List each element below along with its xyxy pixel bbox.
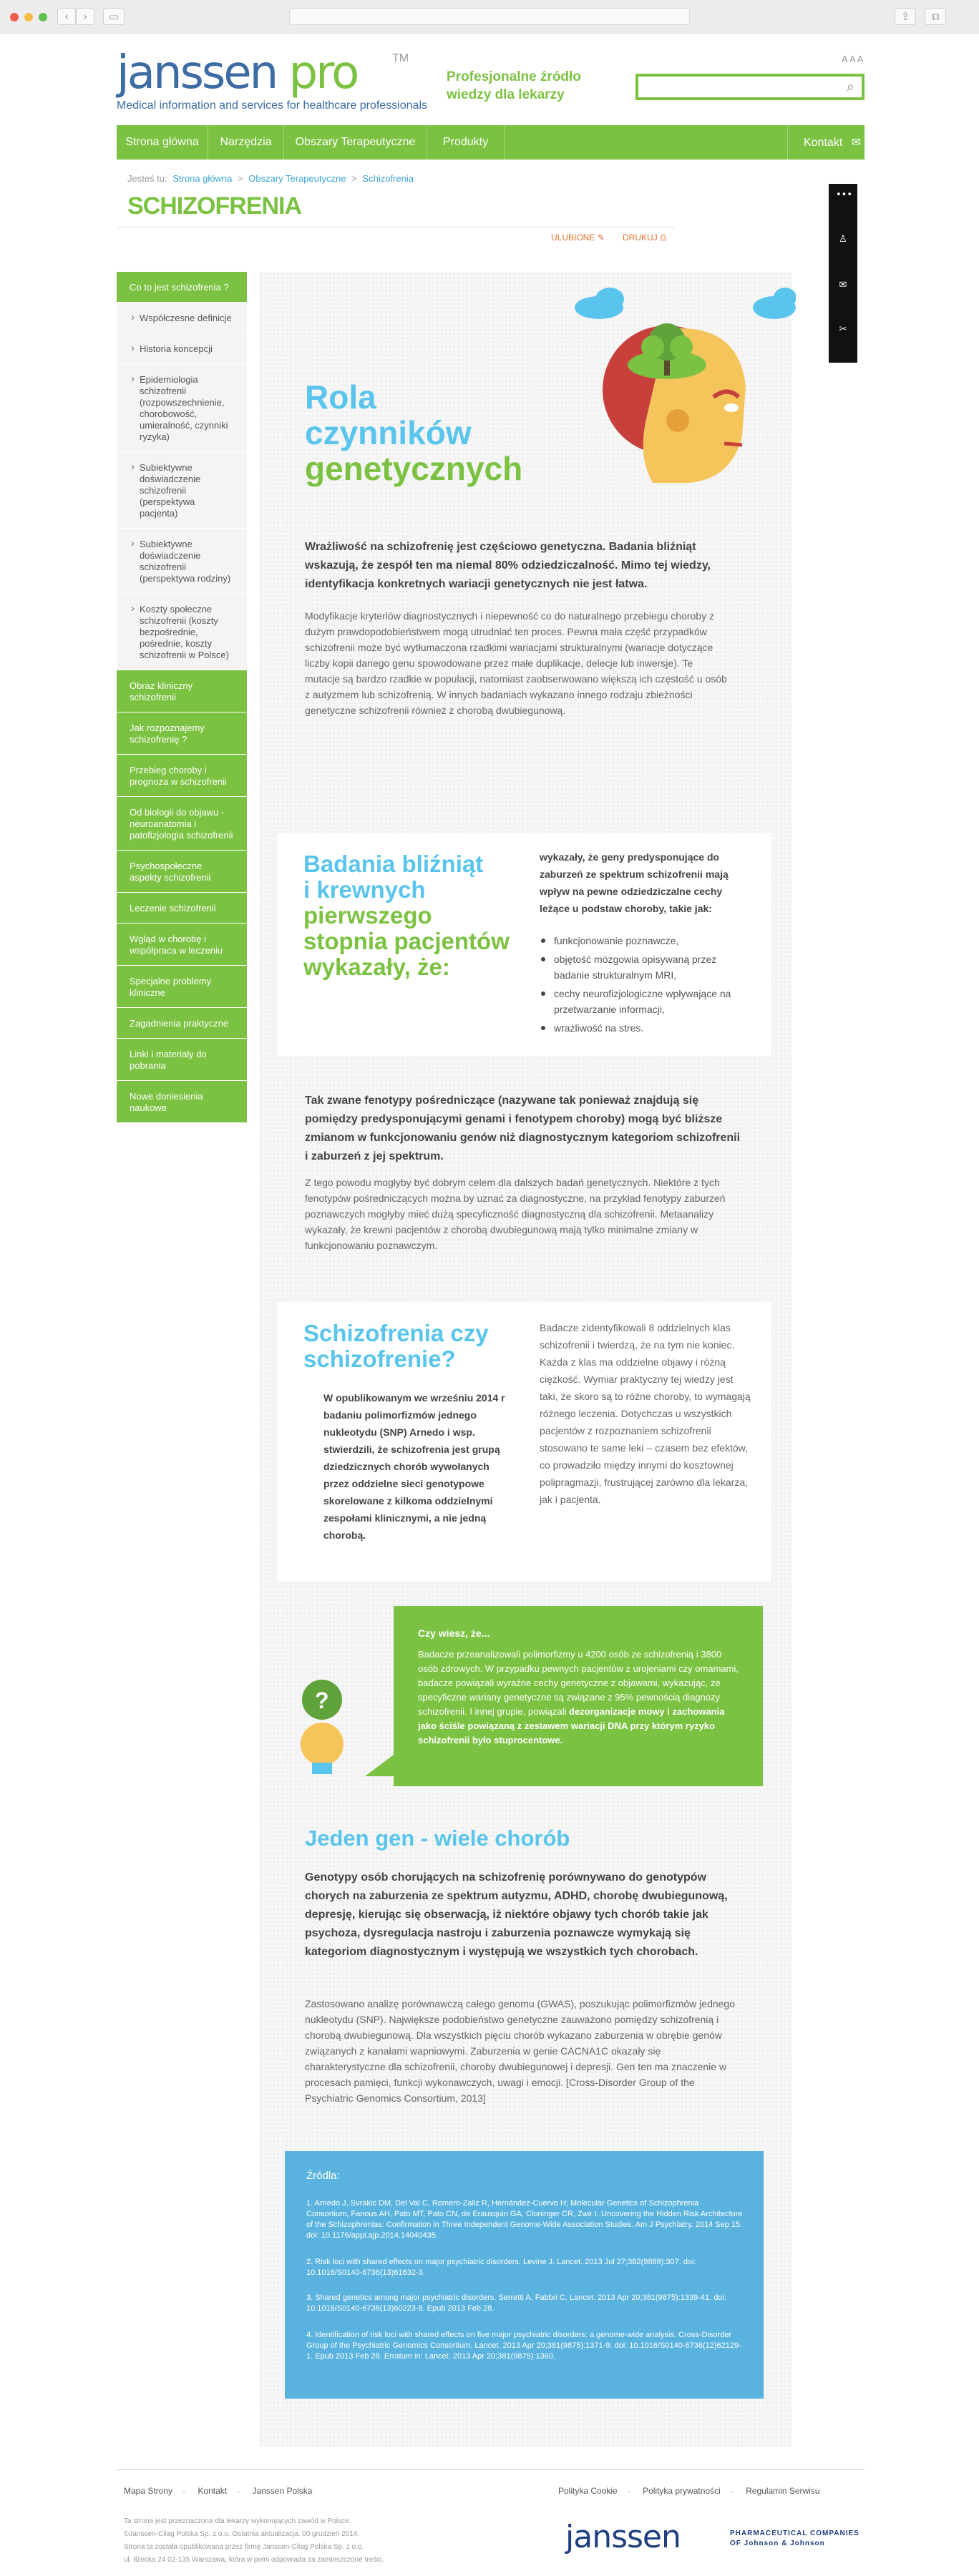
search-input[interactable] [643,79,829,95]
nav-home[interactable]: Strona główna [117,125,208,160]
nav-products[interactable]: Produkty [427,125,505,160]
section5-lead: Genotypy osób chorujących na schizofrenię porównywano do genotypów chorych na zaburzenia ze spektrum autyzmu, ADHD, chorobę dwubiegunową, depresję, kierując się obserwacją, iż niektóre objawy tych chorób takie jak psychoza, dysregulacja nastroju i zaburzenia poznawcze wymykają się kategoriom diagnostycznym i występują we wszystkich tych chorobach. [305,1871,728,1958]
footer-notice: Strona ta została opublikowana przez firmę Janssen-Cilag Polska Sp. z o.o. [124,2543,364,2551]
breadcrumb-current[interactable]: Schizofrenia [362,173,414,184]
menu-dots-icon[interactable]: ••• [836,190,853,200]
twin-studies-card: Badania bliźniąt i krewnych pierwszego stopnia pacjentów wykazały, że: wykazały, że geny predysponujące do zaburzeń ze spektrum schizofrenii mają wpływ na pewne odziedziczalne cechy leżące u podstaw choroby, takie jak: funkcjonowanie poznawcze, objętość mózgowia opisywaną przez badanie strukturalnym MRI, cechy neurofizjologiczne wpływające na przetwarzanie informacji, wrażliwość na stres. [278,833,771,1056]
nav-therapeutic-areas[interactable]: Obszary Terapeutyczne [284,125,427,160]
nav-tools[interactable]: Narzędzia [208,125,284,160]
sidebar-item[interactable]: Przebieg choroby i prognoza w schizofrenii [117,755,247,797]
maximize-window-icon[interactable] [39,13,47,21]
notification-icon[interactable]: ✉ [839,280,847,290]
sidebar-item[interactable]: Specjalne problemy kliniczne [117,966,247,1008]
sidebar-item[interactable]: Nowe doniesienia naukowe [117,1081,247,1123]
user-icon[interactable]: ♙ [839,234,847,245]
tools-icon[interactable]: ✂ [839,324,847,335]
section4-lead: W opublikowanym we wrześniu 2014 r badaniu polimorfizmów jednego nukleotydu (SNP) Arnedo i wsp. stwierdzili, że schizofrenia jest grupą dziedzicznych chorób wywołanych przez oddzielne sieci genotypowe skorelowane z kilkoma oddzielnymi zespołami klinicznymi, a nie jedną chorobą. [323,1392,505,1541]
janssen-pro-logo[interactable]: janssen pro TM Medical information and services for healthcare professionals [117,46,427,112]
sidebar-item[interactable]: Co to jest schizofrenia ? [117,272,247,303]
browser-chrome [0,0,979,34]
sidebar-item[interactable]: › Współczesne definicje [117,303,247,333]
section1-title-l1: Rola [305,378,376,416]
sidebar-toggle-icon[interactable]: ▭ [103,8,125,25]
sidebar-item[interactable]: › Koszty społeczne schizofrenii (koszty bezpośrednie, pośrednie, koszty schizofrenii w Polsce) [117,594,247,670]
sidebar-item[interactable]: Od biologii do objawu - neuroanatomia i patofizjologia schizofrenii [117,797,247,851]
footer-janssen-polska[interactable]: Janssen Polska [252,2486,313,2496]
did-you-know-box: Czy wiesz, że... Badacze przeanalizowali polimorfizmy u 4200 osób ze schizofrenią i 3800 osób zdrowych. W przypadku pewnych pacjentów z urojeniami czy omamami, badacze powiązali wyraźne cechy genetyczne z objawami, wykazując, ze specyficzne wariany genetyczne są związane z 95% pewnością diagnozy schizofrenii. I innej grupie, powiązali dezorganizacje mowy i zachowania jako ściśle powiązaną z zestawem wariacji DNA przy którym ryzyko schizofrenii było stuprocentowe. [394,1606,763,1786]
section4-body: Badacze zidentyfikowali 8 oddzielnych klas schizofrenii i twierdzą, że na tym nie koniec. Każda z klas ma oddzielne objawy i różną ciężkość. Wymiar praktyczny tej wiedzy jest taki, że skoro są to różne choroby, to wymagają różnego leczenia. Dotychczas u wszystkich pacjentów z rozpoznaniem schizofrenii stosowano te same leki – czasem bez efektów, co prowadziło między innymi do kosztownej polipragmazji, frustrującej zarówno dla lekarza, jak i pacjenta. [540,1322,751,1505]
section1-lead: Wrażliwość na schizofrenię jest częściowo genetyczna. Badania bliźniąt wskazują, że zespół ten ma niemal 80% odziedziczalność. Mimo tej wiedzy, identyfikacja konkretnych wariacji genetycznych nie jest łatwa. [305,541,711,590]
minimize-window-icon[interactable] [24,13,33,21]
page-title: SCHIZOFRENIA [127,192,301,220]
reference: 1. Arnedo J, Svrakic DM, Del Val C, Romero-Zaliz R, Hernández-Cuervo H; Molecular Genetics of Schizophrenia Consortium, Fanous AH, Pato MT, Pato CN, de Erausquin GA, Cloninger CR, Zwir I. Uncovering the Hidden Risk Architecture of the Schizophrenias: Confirmation in Three Independent Genome-Wide Association Studies. Am J Psychiatry. 2014 Sep 15. doi: 10.1176/appi.ajp.2014.14040435. [306,2199,743,2240]
footer-notice: ©Janssen-Cilag Polska Sp. z o.o. Ostatnia aktualizacja: 00 grudzień 2014. [124,2530,360,2538]
sidebar-item[interactable]: Leczenie schizofrenii [117,893,247,924]
star-icon: ✎ [597,232,605,243]
breadcrumb-home[interactable]: Strona główna [172,173,233,184]
footer-notice: ul. Iłżecka 24 02-135 Warszawa, która w pełni odpowiada za zamieszczone treści. [124,2556,384,2564]
svg-text:?: ? [315,1688,329,1713]
forward-button-icon[interactable]: › [76,8,94,25]
reference: 4. Identification of risk loci with shared effects on five major psychiatric disorders: a genome-wide analysis. Cross-Disorder Group of the Psychiatric Genomics Consortium. Lancet. 2013 Apr 20;381(9875):1371-9. doi: 10.1016/S0140-6736(12)62129-1. Epub 2013 Feb 28. Erratum in: Lancet. 2013 Apr 20;381(9875):1360. [306,2331,741,2361]
schizophrenia-card: Schizofrenia czy schizofrenie? W opublikowanym we wrześniu 2014 r badaniu polimorfizmów jednego nukleotydu (SNP) Arnedo i wsp. stwierdzili, że schizofrenia jest grupą dziedzicznych chorób wywołanych przez oddzielne sieci genotypowe skorelowane z kilkoma oddzielnymi zespołami klinicznymi, a nie jedną chorobą. Badacze zidentyfikowali 8 oddzielnych klas schizofrenii i twierdzą, że na tym nie koniec. Każda z klas ma oddzielne objawy i różną ciężkość. Wymiar praktyczny tej wiedzy jest taki, że skoro są to różne choroby, to wymagają różnego leczenia. Dotychczas u wszystkich pacjentów z rozpoznaniem schizofrenii stosowano te same leki – czasem bez efektów, co prowadziło między innymi do kosztownej polipragmazji, frustrującej zarówno dla lekarza, jak i pacjenta. [278,1302,771,1581]
share-icon[interactable]: ⇪ [895,8,916,25]
section2-lead: wykazały, że geny predysponujące do zaburzeń ze spektrum schizofrenii mają wpływ na pewne odziedziczalne cechy leżące u podstaw choroby, takie jak: [540,851,729,914]
sidebar-item[interactable]: › Historia koncepcji [117,333,247,364]
section3-lead: Tak zwane fenotypy pośredniczące (nazywane tak ponieważ znajdują się pomiędzy predysponującymi genami i fenotypem choroby) mogą być bliższe zmianom w funkcjonowaniu genów niż diagnostycznym kategoriom schizofrenii i zaburzeń z jej spektrum. [305,1094,741,1162]
footer-links-right: Polityka Cookie - Polityka prywatności - Regulamin Serwisu [558,2486,820,2496]
logo-tagline: Medical information and services for healthcare professionals [117,99,427,112]
sidebar-item[interactable]: Linki i materiały do pobrania [117,1039,247,1081]
close-window-icon[interactable] [10,13,19,21]
footer-terms[interactable]: Regulamin Serwisu [746,2486,820,2496]
tabs-icon[interactable]: ⧉ [925,8,946,25]
section2-bullets [540,933,747,1039]
address-bar[interactable] [289,8,690,25]
footer-contact[interactable]: Kontakt [198,2486,228,2496]
sidebar-item[interactable]: Jak rozpoznajemy schizofrenię ? [117,712,247,755]
main-content [259,272,792,2447]
search-icon[interactable]: ⌕ [846,78,854,95]
sources-box: Źródła: 1. Arnedo J, Svrakic DM, Del Val C, Romero-Zaliz R, Hernández-Cuervo H; Molecular Genetics of Schizophrenia Consortium, Fanous AH, Pato MT, Pato CN, de Erausquin GA, Cloninger CR, Zwir I. Uncovering the Hidden Risk Architecture of the Schizophrenias: Confirmation in Three Independent Genome-Wide Association Studies. Am J Psychiatry. 2014 Sep 15. doi: 10.1176/appi.ajp.2014.14040435. 2. Risk loci with shared effects on major psychiatric disorders. Levine J. Lancet. 2013 Jul 27;382(9889):307. doi: 10.1016/S0140-6736(13)61632-3. 3. Shared genetics among major psychiatric disorders. Serretti A, Fabbri C. Lancet. 2013 Apr 20;381(9875):1339-41. doi: 10.1016/S0140-6736(13)60223-8. Epub 2013 Feb 28. 4. Identification of risk loci with shared effects on five major psychiatric disorders: a genome-wide analysis. Cross-Disorder Group of the Psychiatric Genomics Consortium. Lancet. 2013 Apr 20;381(9875):1371-9. doi: 10.1016/S0140-6736(12)62129-1. Epub 2013 Feb 28. Erratum in: Lancet. 2013 Apr 20;381(9875):1360. [285,2151,764,2399]
list-item: cechy neurofizjologiczne wpływające na przetwarzanie informacji, [540,986,747,1017]
lightbulb-illustration [293,1678,358,1786]
footer-privacy-policy[interactable]: Polityka prywatności [643,2486,721,2496]
nav-contact[interactable]: Kontakt ✉ [787,125,864,160]
sidebar-item[interactable]: › Subiektywne doświadczenie schizofrenii (perspektywa pacjenta) [117,452,247,529]
list-item: funkcjonowanie poznawcze, [540,933,747,949]
sidebar-item[interactable]: › Subiektywne doświadczenie schizofrenii (perspektywa rodziny) [117,529,247,594]
back-button-icon[interactable]: ‹ [57,8,76,25]
footer-sitemap[interactable]: Mapa Strony [124,2486,173,2496]
footer-notice: Ta strona jest przeznaczona dla lekarzy wykonujących zawód w Polsce. [124,2517,351,2525]
section1-title-l2: czynników [305,414,472,451]
sidebar-nav [117,272,247,1123]
section1-body: Modyfikacje kryteriów diagnostycznych i niepewność co do naturalnego przebiegu choroby z dużym prawdopodobieństwem mogą utrudniać ten proces. Pewna mała część przypadków schizofrenii może być wytłumaczona rzadkimi wariacjami strukturalnymi (wariacje dotyczące liczby kopii danego genu spowodowane przez małe duplikacje, delecje lub inwersje). Te mutacje są bardzo rzadkie w populacji, natomiast zaobserwowano większą ich częstość u osób z autyzmem lub schizofrenią. W innych badaniach wykazano innego rodzaju zbieżności genetyczne schizofrenii również z chorobą dwubiegunową. [305,610,727,716]
search-box[interactable] [635,74,864,100]
section3-body: Z tego powodu mogłyby być dobrym celem dla dalszych badań genetycznych. Niektóre z tych fenotypów pośredniczących można by uznać za diagnostyczne, na przykład fenotypy zaburzeń poznawczych mogłyby mieć dużą specyficzność diagnostyczną dla schizofrenii. Metaanalizy wykazały, że krewni pacjentów z chorobą dwubiegunową mają tylko minimalne zmiany w funkcjonowaniu poznawczym. [305,1177,726,1251]
slogan: Profesjonalne źródło wiedzy dla lekarzy [447,69,581,102]
reference: 3. Shared genetics among major psychiatric disorders. Serretti A, Fabbri C. Lancet. 2013 Apr 20;381(9875):1339-41. doi: 10.1016/S0140-6736(13)60223-8. Epub 2013 Feb 28. [306,2293,726,2313]
breadcrumb: Jesteś tu: Strona główna > Obszary Terapeutyczne > Schizofrenia [127,173,414,184]
section1-title-l3: genetycznych [305,450,523,487]
sidebar-item[interactable]: Wgląd w chorobę i współpraca w leczeniu [117,924,247,966]
contact-icon: ✉ [851,135,862,149]
page [0,34,979,2576]
sidebar-item[interactable]: Psychospołeczne aspekty schizofrenii [117,851,247,893]
print-link[interactable]: DRUKUJ ⎙ [623,232,667,243]
reference: 2. Risk loci with shared effects on major psychiatric disorders. Levine J. Lancet. 2013 Jul 27;382(9889):307. doi: 10.1016/S0140-6736(13)61632-3. [306,2258,696,2277]
callout-arrow [365,1755,394,1776]
list-item: objętość mózgowia opisywaną przez badanie strukturalnym MRI, [540,951,747,983]
section5-title: Jeden gen - wiele chorób [305,1826,570,1851]
main-nav [117,125,864,160]
breadcrumb-therapeutic-areas[interactable]: Obszary Terapeutyczne [248,173,346,184]
favorites-link[interactable]: ULUBIONE ✎ [551,232,605,243]
font-size-switch[interactable]: A A A [842,54,864,64]
head-illustration [560,279,796,494]
sidebar-item[interactable]: › Epidemiologia schizofrenii (rozpowszechnienie, chorobowość, umieralność, czynniki ryzyka) [117,364,247,452]
list-item: wrażliwość na stres. [540,1020,747,1036]
print-icon: ⎙ [660,232,667,243]
sidebar-item[interactable]: Obraz kliniczny schizofrenii [117,670,247,712]
footer-cookie-policy[interactable]: Polityka Cookie [558,2486,618,2496]
side-toolbar [829,184,857,363]
footer-divider [117,2469,864,2470]
section5-body: Zastosowano analizę porównawczą całego genomu (GWAS), poszukując polimorfizmów jednego nukleotydu (SNP). Największe podobieństwo genetyczne zauważono pomiędzy schizofrenią i chorobą dwubiegunową. Dla wszystkich pięciu chorób wykazano zaburzenia w obrębie genów związanych z kanałami wapniowymi. Zaburzenia w genie CACNA1C okazały się charakterystyczne dla schizofrenii, choroby dwubiegunowej i depresji. Gen ten ma znaczenie w procesach pamięci, funkcji wykonawczych, uwagi i emocji. [Cross-Disorder Group of the Psychiatric Genomics Consortium, 2013] [305,1998,736,2104]
footer-links-left: Mapa Strony - Kontakt - Janssen Polska [124,2486,313,2496]
janssen-logo[interactable]: janssen PHARMACEUTICAL COMPANIES OF Johnson & Johnson [565,2519,859,2555]
sidebar-item[interactable]: Zagadnienia praktyczne [117,1008,247,1039]
